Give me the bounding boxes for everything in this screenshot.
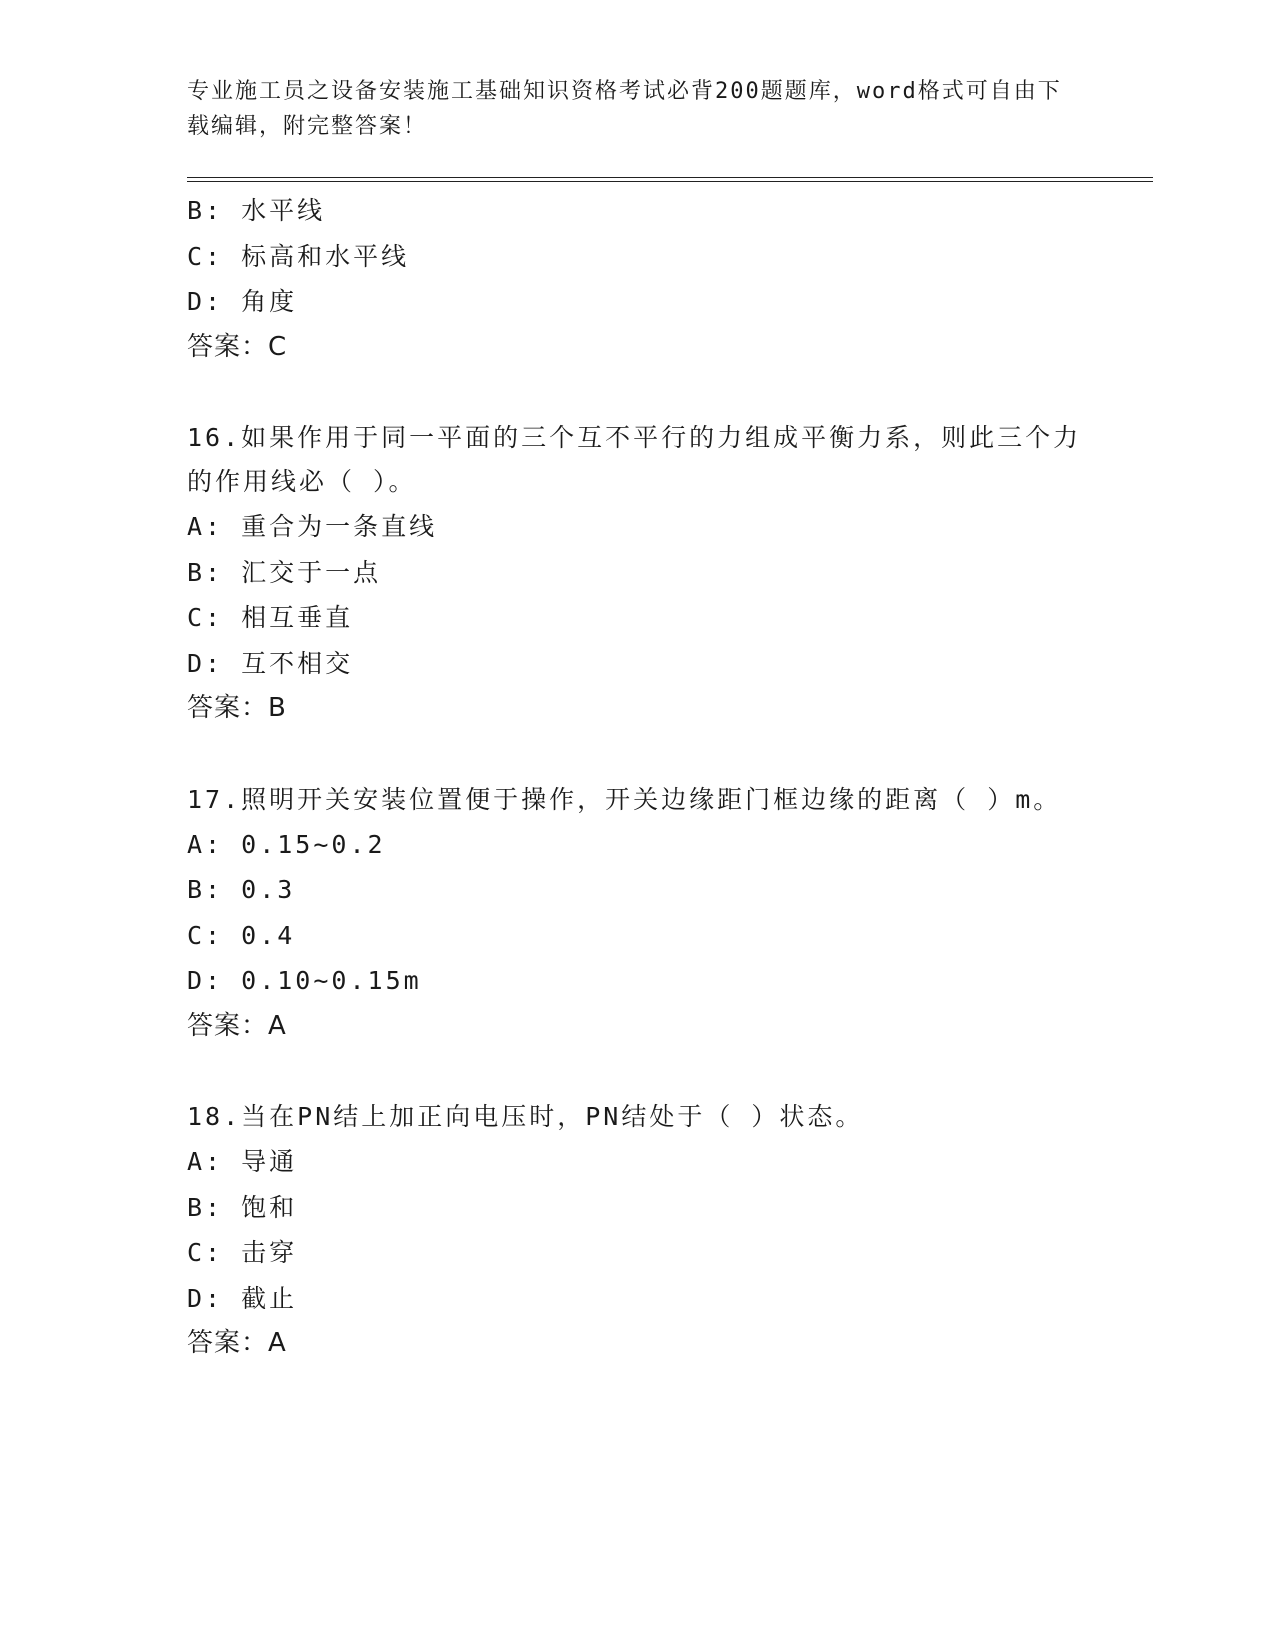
option-c: C: 0.4 — [187, 920, 296, 950]
option-d: D: 截止 — [187, 1283, 298, 1313]
header-rule-bottom — [187, 181, 1153, 182]
question-17 — [187, 778, 1147, 1050]
option-a: A: 0.15~0.2 — [187, 829, 386, 859]
answer-line: 答案：A — [187, 1328, 287, 1358]
page-header: 专业施工员之设备安装施工基础知识资格考试必背200题题库，word格式可自由下载编辑，附完整答案！ — [187, 79, 1062, 139]
question-text: 17.照明开关安装位置便于操作，开关边缘距门框边缘的距离（ ）m。 — [187, 784, 1062, 814]
option-c: C: 标高和水平线 — [187, 241, 410, 271]
question-15-continued — [187, 188, 1147, 370]
answer-line: 答案：C — [187, 331, 288, 362]
option-b: B: 汇交于一点 — [187, 557, 382, 587]
answer-line: 答案：A — [187, 1010, 287, 1041]
question-text: 16.如果作用于同一平面的三个互不平行的力组成平衡力系，则此三个力的作用线必（ ）。 — [187, 423, 1082, 496]
option-b: B: 0.3 — [187, 875, 296, 904]
header-rule-top — [187, 177, 1153, 178]
option-d: D: 互不相交 — [187, 648, 354, 678]
option-d: D: 0.10~0.15m — [187, 966, 422, 995]
question-list — [187, 188, 1147, 1367]
answer-line: 答案：B — [187, 693, 287, 723]
question-18 — [187, 1095, 1147, 1367]
option-d: D: 角度 — [187, 287, 298, 316]
question-16 — [187, 416, 1147, 732]
option-c: C: 相互垂直 — [187, 603, 354, 632]
question-text: 18.当在PN结上加正向电压时，PN结处于（ ）状态。 — [187, 1102, 864, 1131]
option-a: A: 导通 — [187, 1147, 298, 1176]
option-b: B: 饱和 — [187, 1192, 298, 1222]
option-c: C: 击穿 — [187, 1238, 298, 1267]
option-b: B: 水平线 — [187, 196, 326, 225]
option-a: A: 重合为一条直线 — [187, 512, 438, 541]
